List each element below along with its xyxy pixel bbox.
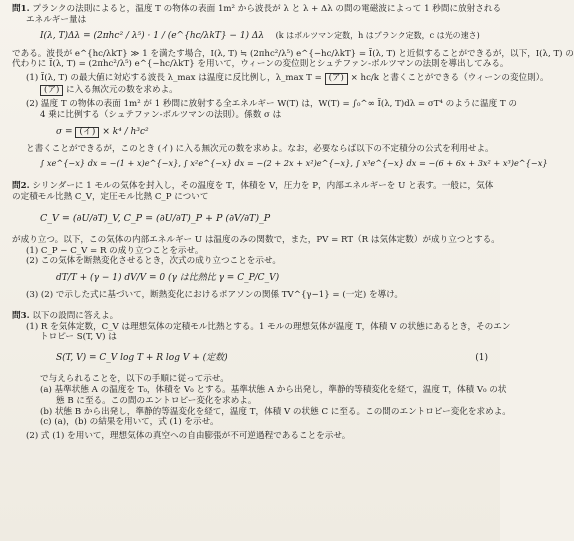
q1-sub1-line-2 [12,85,488,96]
sigma-lhs: σ = [56,126,73,137]
q3-heading: 問3. [12,310,30,321]
q3-sub1-line-2: トロピー S(T, V) は [40,332,117,343]
q1-sub2-line-1: (2) 温度 T の物体の表面 1m² が 1 秒間に放射する全エネルギー W(T) は，W(T) = ∫₀^∞ Ĩ(λ, T)dλ = σT⁴ のように温度 T の [26,99,517,110]
q3-sub1-line-3: で与えられることを，以下の手順に従って示せ。 [40,374,229,385]
q1-sub1-text: (1) Ĩ(λ, T) の最大値に対応する波長 λ_max は温度に反比例し，λ_max T = [26,73,322,84]
q2-heading: 問2. [12,181,30,192]
planck-equation [12,31,488,42]
integral-formulas: ∫ xe^{−x} dx = −(1 + x)e^{−x}, ∫ x²e^{−x} dx = −(2 + 2x + x²)e^{−x}, ∫ x³e^{−x} dx = −(6 + 6x + 3x² + x³)e^{−x} [40,158,548,169]
q2-sub3: (3) (2) で示した式に基づいて，断熱変化におけるポアソンの関係 TV^{γ−1} = (一定) を導け。 [26,290,404,301]
q3-lead: 以下の設問に答えよ。 [32,310,119,321]
answer-box-a: (ア) [325,73,348,84]
adiabatic-equation: dT/T + (γ − 1) dV/V = 0 (γ は比熱比 γ = C_P/C_V) [56,272,280,283]
q1-body-line-2: 代わりに Ĩ(λ, T) = (2πhc²/λ⁵) e^{−hc/λkT} を用いて，ウィーンの変位則とシュテファン-ボルツマンの法則を導出してみる。 [12,59,509,70]
sigma-equation [12,127,488,139]
entropy-formula: S(T, V) = C_V log T + R log V + (定数) [56,353,228,364]
q3-sub1a-line-1: (a) 基準状態 A の温度を T₀，体積を V₀ とする。基準状態 A から出発し，準静的等積変化を経て，温度 T，体積 V₀ の状 [40,385,507,396]
q1-heading: 問1. [12,4,30,14]
q1-sub1-line-1 [12,73,549,84]
q3-sub1c: (c) (a)，(b) の結果を用いて，式 (1) を示せ。 [40,417,219,428]
q2-sub2: (2) この気体を断熱変化させるとき，次式の成り立つことを示せ。 [26,256,281,267]
q1-sub1-text-2: に入る無次元の数を求めよ。 [66,84,178,95]
planck-note: (k はボルツマン定数，h はプランク定数，c は光の速さ) [275,31,480,41]
q3-sub2: (2) 式 (1) を用いて，理想気体の真空への自由膨張が不可逆過程であることを示せ。 [26,431,351,442]
q1-hint-line: と書くことができるが，このとき (イ) に入る無次元の数を求めよ。なお，必要ならば以下の不定積分の公式を利用せよ。 [26,144,494,155]
heat-capacity-equation: C_V = (∂U/∂T)_V, C_P = (∂U/∂T)_P + P (∂V/∂T)_P [40,212,271,224]
q2-intro-line-2: の定積モル比熱 C_V，定圧モル比熱 C_P について [12,192,209,203]
q3-sub1b: (b) 状態 B から出発し，準静的等温変化を経て，温度 T，体積 V の状態 C に至る。この間のエントロピー変化を求めよ。 [40,406,511,417]
q2-body-line: が成り立つ。以下，この気体の内部エネルギー U は温度のみの関数で，また，PV = RT（R は気体定数）が成り立つとする。 [12,234,500,245]
q3-sub1a-line-2: 態 B に至る。この間のエントロピー変化を求めよ。 [56,395,257,406]
q2-sub1: (1) C_P − C_V = R の成り立つことを示せ。 [26,245,204,256]
q3-intro-line [12,311,488,322]
q1-intro-line-2: エネルギー量は [26,14,87,25]
sigma-tail: × k⁴ / h³c² [102,126,149,137]
answer-box-a-ref: (ア) [40,85,63,96]
answer-box-b: (イ) [75,127,99,139]
q2-intro-text-1: シリンダーに 1 モルの気体を封入し，その温度を T，体積を V，圧力を P，内部エネルギーを U と表す。一般に，気体 [32,181,494,192]
entropy-equation [12,353,488,364]
q1-sub1-tail: × hc/k と書くことができる（ウィーンの変位則）。 [350,73,549,84]
planck-formula: I(λ, T)Δλ = (2πhc² / λ⁵) · 1 / (e^{hc/λkT} − 1) Δλ [40,31,265,42]
q2-intro-line-1 [12,181,494,192]
q1-intro-line-1 [12,4,502,15]
equation-number: (1) [475,353,488,364]
q1-intro-text-1: プランクの法則によると，温度 T の物体の表面 1m² から波長が λ と λ + Δλ の間の電磁波によって 1 秒間に放射される [32,4,502,14]
q1-sub2-line-2: 4 乗に比例する（シュテファン-ボルツマンの法則）。係数 σ は [40,109,282,120]
q1-body-line-1: である。波長が e^{hc/λkT} ≫ 1 を満たす場合，I(λ, T) ≒ (2πhc²/λ⁵) e^{−hc/λkT} = Ĩ(λ, T) と近似することができるが，以下，I(λ, T) の [12,48,574,59]
q3-sub1-line-1: (1) R を気体定数，C_V は理想気体の定積モル比熱とする。1 モルの理想気体が温度 T，体積 V の状態にあるとき，そのエン [26,321,511,332]
